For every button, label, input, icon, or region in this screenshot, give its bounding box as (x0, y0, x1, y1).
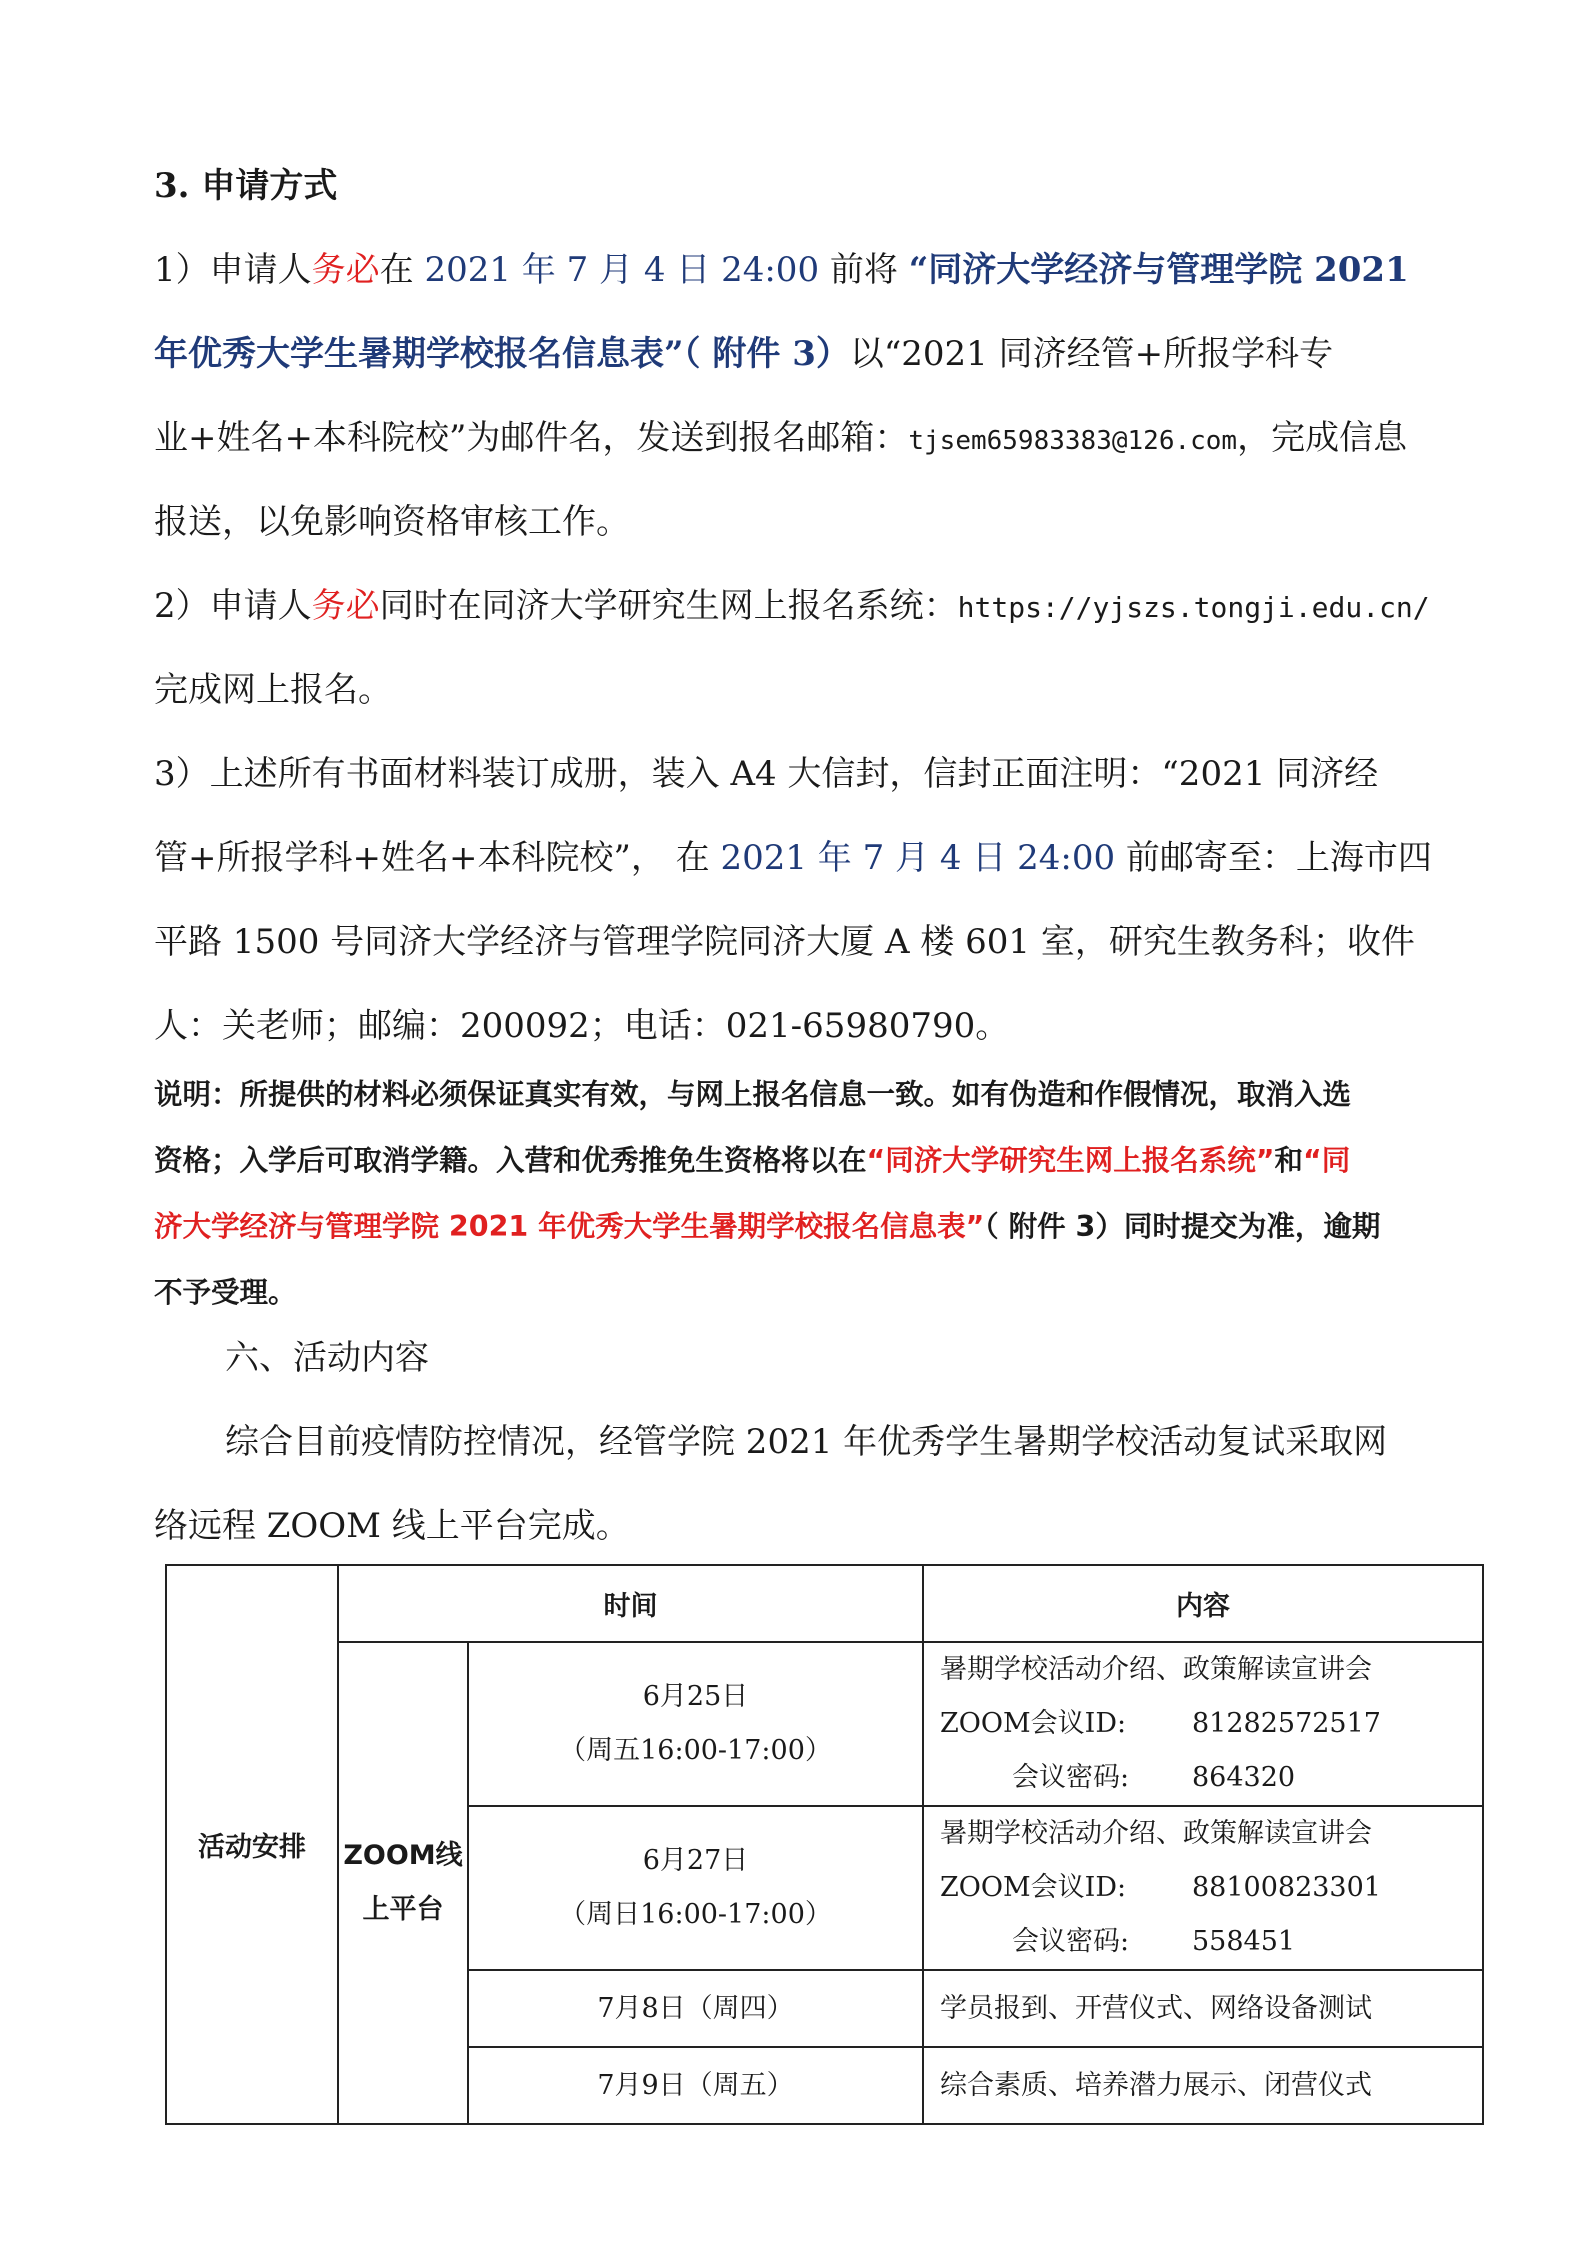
note-form-title: “同 (1303, 1144, 1351, 1177)
item1-text: 在 (379, 250, 425, 290)
meeting-password-line (940, 1915, 1482, 1969)
date-cell (468, 1642, 923, 1806)
meeting-password-line (940, 1751, 1482, 1805)
meeting-id-label: ZOOM会议ID: (940, 1872, 1127, 1903)
item3-text: 管+所报学科+姓名+本科院校”， 在 (154, 838, 721, 878)
content-title: 暑期学校活动介绍、政策解读宣讲会 (940, 1818, 1372, 1849)
email-link[interactable]: tjsem65983383@126.com (908, 426, 1238, 456)
meeting-password-value: 864320 (1192, 1762, 1296, 1793)
platform-line1: ZOOM线 (343, 1840, 463, 1871)
item1-form-title-cont: 年优秀大学生暑期学校报名信息表”（ 附件 3） (154, 334, 850, 374)
date: 6月25日 (642, 1681, 749, 1712)
date-cell: 7月9日（周五） (468, 2047, 923, 2124)
item1-form-title: “同济大学经济与管理学院 2021 (908, 250, 1409, 290)
content-cell: 综合素质、培养潜力展示、闭营仪式 (923, 2047, 1483, 2124)
item1-text2: 前将 (819, 250, 909, 290)
platform-cell (338, 1642, 468, 2124)
item1-deadline: 2021 年 7 月 4 日 24:00 (424, 250, 820, 290)
section-6-para-line2: 络远程 ZOOM 线上平台完成。 (154, 1506, 630, 1546)
item1-send-to: 业+姓名+本科院校”为邮件名，发送到报名邮箱： (154, 418, 909, 458)
item2-prefix: 2）申请人 (154, 586, 312, 626)
header-time: 时间 (338, 1565, 923, 1642)
item2-line1 (154, 564, 1430, 650)
item1-subject: 以“2021 同济经管+所报学科专 (849, 334, 1334, 374)
item1-finish: ，完成信息 (1237, 418, 1408, 458)
item1-line1 (154, 228, 1409, 312)
note-system-name: “同济大学研究生网上报名系统” (866, 1144, 1275, 1177)
meeting-id-label: ZOOM会议ID: (940, 1708, 1127, 1739)
section-6-para-line1: 综合目前疫情防控情况，经管学院 2021 年优秀学生暑期学校活动复试采取网 (225, 1422, 1388, 1462)
item2-text: 同时在同济大学研究生网上报名系统： (379, 586, 958, 626)
table-header-row (166, 1565, 1483, 1642)
meeting-password-label: 会议密码: (1012, 1762, 1130, 1793)
schedule-table (165, 1564, 1484, 2125)
note-text: 资格；入学后可取消学籍。入营和优秀推免生资格将以在 (154, 1144, 867, 1177)
section-6-title: 六、活动内容 (225, 1338, 429, 1378)
meeting-id-line (940, 1861, 1482, 1915)
note-line2 (154, 1128, 1350, 1194)
item3-line2 (154, 816, 1432, 900)
meeting-id-line (940, 1697, 1482, 1751)
meeting-id-value: 88100823301 (1192, 1872, 1381, 1903)
item2-must: 务必 (311, 586, 380, 626)
note-text2: （ 附件 3）同时提交为准，逾期 (984, 1210, 1381, 1243)
registration-url-link[interactable]: https://yjszs.tongji.edu.cn/ (957, 591, 1430, 624)
note-line4: 不予受理。 (154, 1276, 297, 1309)
header-content: 内容 (923, 1565, 1483, 1642)
time-range: （周日16:00-17:00） (559, 1899, 832, 1930)
item1-line4: 报送，以免影响资格审核工作。 (154, 502, 630, 542)
item3-line4: 人：关老师；邮编：200092；电话：021-65980790。 (154, 1006, 1010, 1046)
item1-line2 (154, 312, 1333, 396)
meeting-password-label: 会议密码: (1012, 1926, 1130, 1957)
item3-text2: 前邮寄至：上海市四 (1115, 838, 1432, 878)
date-cell: 7月8日（周四） (468, 1970, 923, 2047)
note-form-title-cont: 济大学经济与管理学院 2021 年优秀大学生暑期学校报名信息表” (154, 1210, 985, 1243)
item3-deadline: 2021 年 7 月 4 日 24:00 (720, 838, 1116, 878)
date: 6月27日 (642, 1845, 749, 1876)
content-cell (923, 1642, 1483, 1806)
content-title: 暑期学校活动介绍、政策解读宣讲会 (940, 1654, 1372, 1685)
activity-label-cell: 活动安排 (166, 1565, 338, 2124)
meeting-id-value: 81282572517 (1192, 1708, 1381, 1739)
item1-prefix: 1）申请人 (154, 250, 312, 290)
item2-line2: 完成网上报名。 (154, 670, 392, 710)
item1-line3 (154, 396, 1407, 483)
date-cell (468, 1806, 923, 1970)
item3-line3: 平路 1500 号同济大学经济与管理学院同济大厦 A 楼 601 室，研究生教务科；收件 (154, 922, 1415, 962)
section-3-title: 3. 申请方式 (154, 166, 338, 206)
table-row (166, 1642, 1483, 1806)
note-line3 (154, 1194, 1380, 1260)
note-line1: 说明：所提供的材料必须保证真实有效，与网上报名信息一致。如有伪造和作假情况，取消入选 (154, 1078, 1352, 1111)
content-cell (923, 1806, 1483, 1970)
meeting-password-value: 558451 (1192, 1926, 1296, 1957)
platform-line2: 上平台 (362, 1894, 444, 1925)
note-and: 和 (1274, 1144, 1303, 1177)
content-cell: 学员报到、开营仪式、网络设备测试 (923, 1970, 1483, 2047)
item1-must: 务必 (311, 250, 380, 290)
time-range: （周五16:00-17:00） (559, 1735, 832, 1766)
item3-line1: 3）上述所有书面材料装订成册，装入 A4 大信封，信封正面注明：“2021 同济经 (154, 754, 1379, 794)
